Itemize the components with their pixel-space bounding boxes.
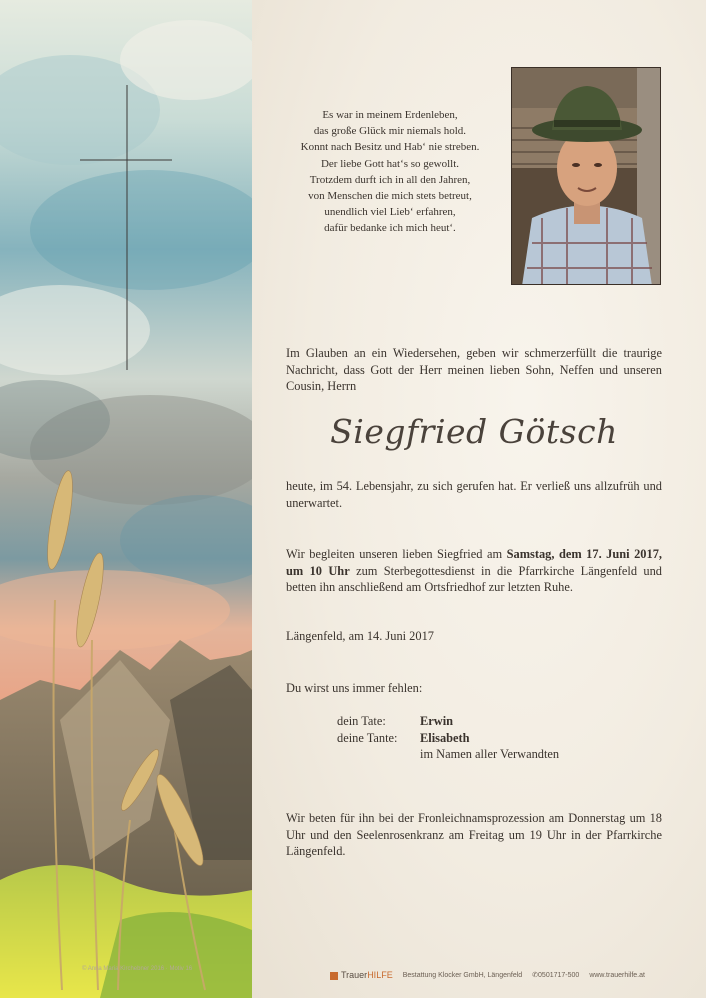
footer [330, 970, 645, 980]
poem-line: Trotzdem durft ich in all den Jahren, [309, 173, 471, 186]
poem [290, 107, 490, 237]
poem-line: Es war in meinem Erdenleben, [322, 109, 458, 121]
trauerhilfe-logo-icon [330, 972, 338, 980]
mourner-row [337, 730, 559, 747]
poem-line: dafür bedanke ich mich heut‘. [324, 222, 456, 235]
artist-signature: © Anna Maria Kirchebner 2016 · Motiv 16 [82, 966, 193, 972]
mourners-list [337, 713, 559, 763]
portrait-illustration [512, 68, 661, 285]
funeral-date: Samstag, dem 17. Juni 2017, um 10 Uhr [286, 547, 662, 578]
poem-line: das große Glück mir niemals hold. [313, 125, 467, 138]
mourner-name: Elisabeth [420, 730, 470, 745]
footer-company: Bestattung Klocker GmbH, Längenfeld [402, 971, 523, 979]
footer-brand [330, 970, 393, 980]
watercolor-illustration [0, 0, 252, 998]
portrait-photo [511, 67, 661, 285]
passing-text: heute, im 54. Lebensjahr, zu sich gerufen hat. Er verließ uns allzufrüh und unerwartet. [286, 479, 662, 510]
funeral-text [286, 546, 662, 596]
poem-line: von Menschen die mich stets betreut, [308, 190, 472, 203]
funeral-text-post: zum Sterbegottesdienst in die Pfarrkirche Längenfeld und betten ihn anschließend am Ortsfriedhof zur letzten Ruhe. [286, 563, 663, 595]
relatives-row [337, 746, 559, 763]
announcement-text: Im Glauben an ein Wiedersehen, geben wir schmerzerfüllt die traurige Nachricht, dass Gott der Herr meinen lieben Sohn, Neffen und unseren Cousin, Herrn [286, 346, 662, 394]
footer-website[interactable]: www.trauerhilfe.at [589, 971, 645, 979]
relatives-line: im Namen aller Verwandten [420, 747, 560, 762]
mourner-role: deine Tante: [337, 730, 398, 745]
prayer-text: Wir beten für ihn bei der Fronleichnamsprozession am Donnerstag um 18 Uhr und den Seelenrosenkranz am Freitag um 19 Uhr in der Pfarrkirche Längenfeld. [286, 811, 662, 859]
poem-line: Konnt nach Besitz und Hab‘ nie streben. [300, 141, 480, 154]
poem-line: unendlich viel Lieb‘ erfahren, [324, 206, 456, 219]
place-date: Längenfeld, am 14. Juni 2017 [286, 629, 434, 643]
spacer [337, 746, 420, 763]
poem-line: Der liebe Gott hat‘s so gewollt. [320, 157, 460, 170]
mourner-name: Erwin [420, 714, 454, 728]
brand-part-a: Trauer [341, 970, 368, 980]
mourner-row [337, 713, 559, 730]
funeral-text-pre: Wir begleiten unseren lieben Siegfried am [286, 547, 507, 561]
footer-phone: ✆0501717-500 [532, 972, 580, 979]
brand-part-b: HILFE [367, 970, 393, 980]
missing-line: Du wirst uns immer fehlen: [286, 681, 423, 695]
deceased-name: Siegfried Götsch [330, 412, 618, 451]
mourner-role: dein Tate: [337, 714, 386, 728]
watercolor-panel [0, 0, 252, 998]
